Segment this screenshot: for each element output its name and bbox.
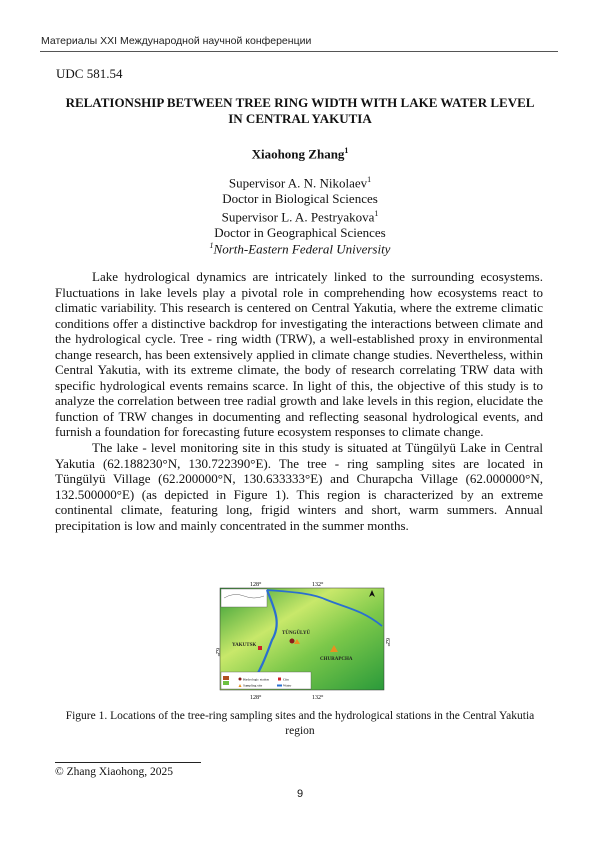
lon-label: 128° bbox=[250, 582, 262, 588]
author-mark: 1 bbox=[344, 146, 349, 155]
footnote: © Zhang Xiaohong, 2025 bbox=[55, 766, 173, 778]
place-label: TÜNGÜLYÜ bbox=[282, 631, 311, 636]
city-marker bbox=[258, 646, 262, 650]
lon-label: 132° bbox=[312, 695, 324, 700]
body-text bbox=[55, 269, 543, 533]
lon-label: 128° bbox=[250, 695, 262, 700]
svg-text:Hydrologic station: Hydrologic station bbox=[243, 677, 270, 682]
running-header: Материалы XXI Международной научной конференции bbox=[41, 35, 312, 47]
svg-text:Sampling site: Sampling site bbox=[243, 683, 263, 688]
paragraph: Lake hydrological dynamics are intricately linked to the surrounding ecosystems. Fluctuations in lake levels play a pivotal role in comprehending how ecosystems react to climatic variability. This research is centered on Central Yakutia, where the extreme climatic conditions offer a distinctive backdrop for investigating the interactions between climate and the hydrological cycle. Tree - ring width (TRW), a well-established proxy in environmental change research, has been extensively applied in climate change studies. Nevertheless, within Central Yakutia, with its extreme climate, the body of research correlating TRW data with specific hydrological events remains scarce. In light of this, the objective of this study is to analyze the correlation between tree radial growth and lake levels in this region, elucidate the function of TRW changes in documenting and reflecting seasonal hydrological events, and furnish a foundation for forecasting future ecosystem responses to climate change. bbox=[55, 269, 543, 440]
svg-text:City: City bbox=[283, 677, 290, 682]
affiliation: $^1$North-Eastern Federal University bbox=[209, 241, 391, 257]
header-rule bbox=[40, 51, 558, 52]
place-label: YAKUTSK bbox=[232, 643, 257, 648]
page-number: 9 bbox=[296, 788, 304, 800]
article-title: RELATIONSHIP BETWEEN TREE RING WIDTH WITH LAKE WATER LEVEL IN CENTRAL YAKUTIA bbox=[65, 95, 535, 126]
author-name: Xiaohong Zhang bbox=[251, 146, 345, 162]
figure-map bbox=[212, 578, 392, 700]
supervisor-line: Supervisor L. A. Pestryakova$^1$ bbox=[221, 209, 379, 225]
supervisor-line: Supervisor A. N. Nikolaev$^1$ bbox=[228, 175, 372, 191]
lat-label: 62° bbox=[384, 638, 390, 647]
lat-label: 62° bbox=[214, 648, 220, 657]
footnote-rule bbox=[55, 762, 201, 763]
inset-map bbox=[221, 589, 267, 607]
degree-line: Doctor in Biological Sciences bbox=[222, 190, 378, 206]
figure-caption: Figure 1. Locations of the tree-ring sampling sites and the hydrological stations in the Central Yakutia region bbox=[65, 710, 535, 737]
hydrologic-station-marker bbox=[290, 639, 295, 644]
author bbox=[0, 146, 600, 162]
supervisors bbox=[0, 172, 600, 241]
degree-line: Doctor in Geographical Sciences bbox=[214, 225, 386, 241]
place-label: CHURAPCHA bbox=[320, 657, 353, 662]
lon-label: 132° bbox=[312, 582, 324, 588]
paragraph: The lake - level monitoring site in this study is situated at Tüngülyü Lake in Central Yakutia (62.188230°N, 130.722390°E). The tree - ring sampling sites are located in Tüngülyü Village (62.200000°N, 130.633333°E) and Churapcha Village (62.000000°N, 132.500000°E) (as depicted in Figure 1). This region is characterized by an extreme continental climate, featuring long, frigid winters and short, warm summers. Annual precipitation is low and mainly concentrated in the summer months. bbox=[55, 440, 543, 533]
svg-text:Water: Water bbox=[283, 683, 292, 688]
udc-code: UDC 581.54 bbox=[56, 66, 123, 81]
